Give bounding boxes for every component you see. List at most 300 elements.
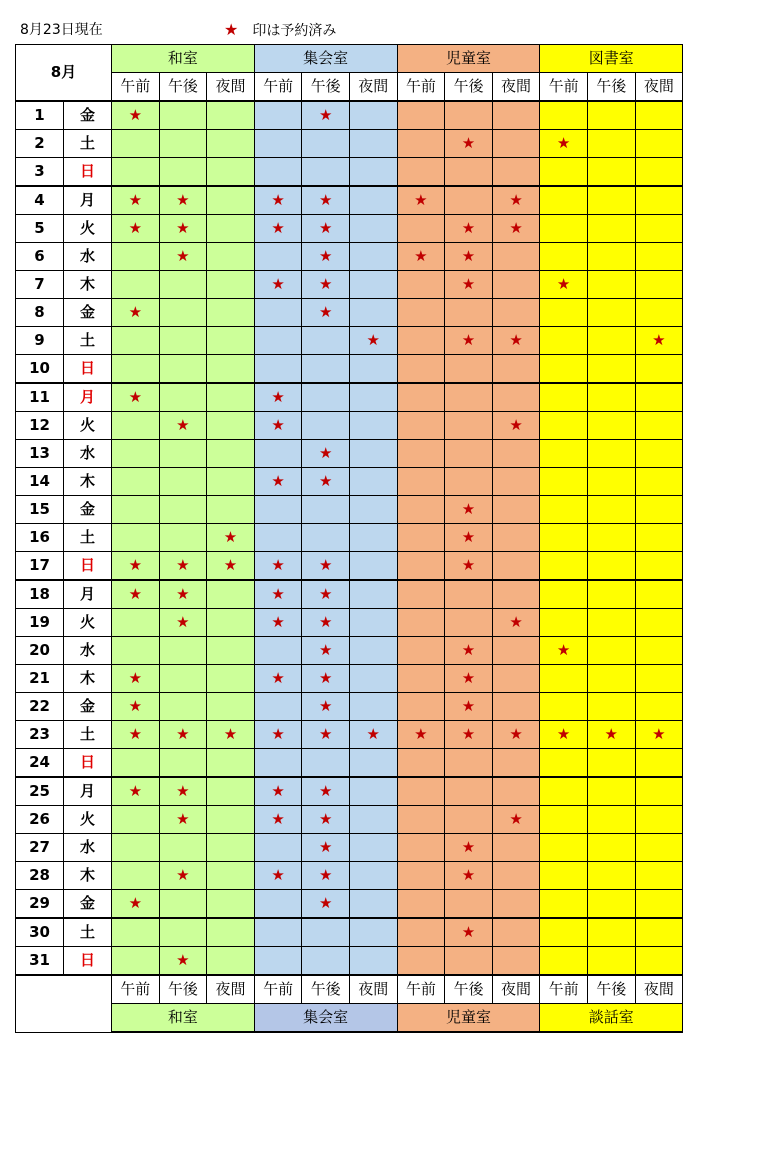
slot-cell-shukai: [254, 468, 302, 496]
slot-cell-shukai: [349, 383, 397, 412]
star-icon: ★: [509, 331, 523, 349]
slot-cell-shukai: [302, 749, 350, 778]
slot-cell-tosho: [540, 524, 588, 552]
slot-cell-tosho: [587, 271, 635, 299]
day-date: 5: [16, 215, 64, 243]
slot-cell-jido: [492, 918, 540, 947]
footer-slot-shukai-3: 夜間: [349, 975, 397, 1004]
day-weekday: 月: [64, 777, 112, 806]
slot-cell-washitsu: [112, 777, 160, 806]
day-row: [16, 130, 683, 158]
slot-cell-tosho: [540, 777, 588, 806]
slot-cell-jido: [445, 271, 493, 299]
star-icon: ★: [652, 725, 666, 743]
slot-cell-jido: [445, 918, 493, 947]
slot-cell-tosho: [540, 693, 588, 721]
slot-cell-washitsu: [159, 806, 207, 834]
day-date: 7: [16, 271, 64, 299]
day-date: 20: [16, 637, 64, 665]
day-date: 22: [16, 693, 64, 721]
slot-cell-shukai: [254, 101, 302, 130]
slot-cell-jido: [397, 355, 445, 384]
slot-cell-jido: [397, 130, 445, 158]
day-date: 15: [16, 496, 64, 524]
slot-cell-jido: [492, 468, 540, 496]
star-icon: ★: [271, 585, 285, 603]
slot-cell-shukai: [349, 271, 397, 299]
slot-cell-tosho: [587, 918, 635, 947]
slot-cell-shukai: [302, 637, 350, 665]
star-icon: ★: [318, 444, 333, 462]
slot-cell-shukai: [254, 243, 302, 271]
slot-cell-shukai: [254, 890, 302, 919]
slot-cell-washitsu: [112, 552, 160, 581]
slot-cell-tosho: [587, 580, 635, 609]
star-icon: ★: [652, 331, 666, 349]
slot-cell-washitsu: [207, 918, 255, 947]
star-icon: ★: [318, 219, 333, 237]
slot-header-shukai-1: 午前: [254, 73, 302, 102]
star-icon: ★: [318, 838, 333, 856]
day-weekday: 土: [64, 524, 112, 552]
slot-cell-jido: [445, 637, 493, 665]
star-icon: ★: [224, 20, 239, 39]
slot-cell-washitsu: [112, 524, 160, 552]
slot-cell-washitsu: [112, 749, 160, 778]
star-icon: ★: [461, 500, 476, 518]
star-icon: ★: [223, 556, 238, 574]
slot-cell-shukai: [302, 130, 350, 158]
day-date: 11: [16, 383, 64, 412]
star-icon: ★: [461, 528, 476, 546]
slot-cell-washitsu: [207, 468, 255, 496]
slot-cell-shukai: [302, 806, 350, 834]
slot-cell-jido: [445, 693, 493, 721]
slot-cell-shukai: [349, 862, 397, 890]
slot-cell-shukai: [254, 524, 302, 552]
slot-cell-jido: [397, 693, 445, 721]
slot-cell-jido: [492, 130, 540, 158]
slot-cell-tosho: [540, 721, 588, 749]
slot-cell-shukai: [254, 186, 302, 215]
slot-cell-washitsu: [207, 693, 255, 721]
slot-cell-jido: [492, 609, 540, 637]
slot-cell-tosho: [587, 721, 635, 749]
day-date: 14: [16, 468, 64, 496]
slot-header-shukai-2: 午後: [302, 73, 350, 102]
star-icon: ★: [461, 331, 476, 349]
slot-cell-shukai: [349, 101, 397, 130]
slot-cell-jido: [492, 440, 540, 468]
slot-cell-tosho: [540, 496, 588, 524]
slot-cell-tosho: [587, 834, 635, 862]
slot-cell-shukai: [254, 158, 302, 187]
star-icon: ★: [271, 472, 285, 490]
slot-cell-shukai: [254, 355, 302, 384]
slot-cell-jido: [492, 299, 540, 327]
slot-cell-jido: [492, 580, 540, 609]
legend-text: 印は予約済み: [252, 23, 337, 39]
slot-cell-jido: [397, 299, 445, 327]
slot-cell-tosho: [635, 665, 683, 693]
slot-cell-tosho: [587, 215, 635, 243]
star-icon: ★: [176, 866, 190, 884]
slot-cell-shukai: [302, 496, 350, 524]
slot-cell-tosho: [540, 383, 588, 412]
day-weekday: 木: [64, 271, 112, 299]
slot-cell-jido: [445, 721, 493, 749]
slot-cell-washitsu: [159, 271, 207, 299]
slot-cell-jido: [445, 580, 493, 609]
slot-cell-jido: [492, 158, 540, 187]
slot-cell-washitsu: [112, 665, 160, 693]
slot-cell-tosho: [587, 947, 635, 976]
day-date: 1: [16, 101, 64, 130]
day-weekday: 月: [64, 383, 112, 412]
slot-cell-tosho: [540, 355, 588, 384]
slot-cell-shukai: [302, 777, 350, 806]
slot-cell-shukai: [349, 834, 397, 862]
slot-cell-washitsu: [112, 721, 160, 749]
slot-cell-washitsu: [159, 355, 207, 384]
slot-cell-jido: [445, 468, 493, 496]
slot-cell-tosho: [635, 721, 683, 749]
day-row: [16, 862, 683, 890]
slot-cell-shukai: [349, 947, 397, 976]
slot-cell-jido: [397, 215, 445, 243]
slot-cell-tosho: [587, 496, 635, 524]
slot-cell-tosho: [635, 777, 683, 806]
slot-cell-washitsu: [112, 862, 160, 890]
slot-cell-jido: [445, 101, 493, 130]
day-row: [16, 580, 683, 609]
slot-cell-shukai: [254, 693, 302, 721]
star-icon: ★: [318, 613, 333, 631]
day-weekday: 土: [64, 130, 112, 158]
slot-cell-jido: [492, 412, 540, 440]
slot-cell-shukai: [254, 637, 302, 665]
slot-cell-jido: [445, 947, 493, 976]
slot-cell-tosho: [587, 355, 635, 384]
slot-cell-jido: [397, 496, 445, 524]
slot-cell-washitsu: [207, 299, 255, 327]
slot-cell-shukai: [254, 552, 302, 581]
slot-cell-jido: [397, 609, 445, 637]
star-icon: ★: [414, 725, 428, 743]
slot-cell-tosho: [635, 890, 683, 919]
slot-cell-tosho: [587, 130, 635, 158]
slot-cell-washitsu: [112, 215, 160, 243]
slot-cell-washitsu: [112, 243, 160, 271]
star-icon: ★: [318, 472, 333, 490]
footer-room-washitsu: 和室: [112, 1004, 255, 1033]
slot-cell-tosho: [587, 749, 635, 778]
slot-cell-tosho: [587, 862, 635, 890]
slot-cell-washitsu: [112, 609, 160, 637]
slot-cell-tosho: [635, 693, 683, 721]
slot-cell-washitsu: [159, 609, 207, 637]
slot-cell-shukai: [302, 609, 350, 637]
day-row: [16, 299, 683, 327]
booking-calendar: [15, 44, 683, 1033]
slot-cell-shukai: [302, 383, 350, 412]
slot-cell-tosho: [540, 862, 588, 890]
slot-cell-washitsu: [207, 327, 255, 355]
slot-cell-tosho: [635, 271, 683, 299]
day-row: [16, 609, 683, 637]
slot-cell-tosho: [540, 243, 588, 271]
star-icon: ★: [318, 247, 333, 265]
slot-cell-washitsu: [207, 749, 255, 778]
star-icon: ★: [318, 191, 333, 209]
slot-cell-washitsu: [159, 524, 207, 552]
slot-cell-shukai: [302, 412, 350, 440]
day-date: 12: [16, 412, 64, 440]
slot-cell-washitsu: [112, 637, 160, 665]
footer-room-danwa: 談話室: [540, 1004, 683, 1033]
day-row: [16, 524, 683, 552]
slot-header-row: [16, 73, 683, 102]
slot-cell-jido: [397, 158, 445, 187]
slot-cell-jido: [492, 215, 540, 243]
star-icon: ★: [318, 697, 333, 715]
day-row: [16, 440, 683, 468]
slot-header-shukai-3: 夜間: [349, 73, 397, 102]
footer-slot-row: [16, 975, 683, 1004]
day-date: 30: [16, 918, 64, 947]
slot-cell-shukai: [254, 777, 302, 806]
day-weekday: 木: [64, 468, 112, 496]
star-icon: ★: [318, 810, 333, 828]
star-icon: ★: [271, 191, 285, 209]
footer-room-jido: 児童室: [397, 1004, 540, 1033]
day-date: 31: [16, 947, 64, 976]
slot-cell-jido: [397, 721, 445, 749]
slot-cell-washitsu: [207, 271, 255, 299]
slot-cell-shukai: [302, 580, 350, 609]
slot-cell-tosho: [635, 468, 683, 496]
slot-cell-washitsu: [159, 947, 207, 976]
day-date: 6: [16, 243, 64, 271]
day-date: 25: [16, 777, 64, 806]
slot-cell-shukai: [302, 552, 350, 581]
slot-cell-jido: [445, 299, 493, 327]
slot-cell-washitsu: [112, 947, 160, 976]
as-of-date: 8月23日現在: [20, 22, 103, 38]
day-weekday: 土: [64, 918, 112, 947]
star-icon: ★: [176, 585, 190, 603]
slot-cell-tosho: [635, 158, 683, 187]
day-date: 26: [16, 806, 64, 834]
slot-cell-tosho: [540, 918, 588, 947]
slot-cell-tosho: [587, 552, 635, 581]
slot-cell-jido: [445, 524, 493, 552]
star-icon: ★: [176, 247, 190, 265]
footer-slot-jido-2: 午後: [445, 975, 493, 1004]
slot-cell-tosho: [540, 412, 588, 440]
star-icon: ★: [556, 275, 571, 293]
slot-cell-washitsu: [159, 101, 207, 130]
slot-header-jido-1: 午前: [397, 73, 445, 102]
slot-cell-tosho: [587, 777, 635, 806]
slot-cell-shukai: [254, 721, 302, 749]
slot-cell-jido: [492, 749, 540, 778]
slot-cell-tosho: [635, 186, 683, 215]
slot-cell-washitsu: [112, 186, 160, 215]
slot-cell-tosho: [635, 609, 683, 637]
slot-cell-washitsu: [112, 383, 160, 412]
slot-cell-washitsu: [112, 101, 160, 130]
slot-cell-washitsu: [159, 834, 207, 862]
slot-cell-jido: [445, 130, 493, 158]
day-row: [16, 947, 683, 976]
slot-cell-shukai: [349, 299, 397, 327]
day-date: 18: [16, 580, 64, 609]
slot-cell-shukai: [349, 918, 397, 947]
slot-cell-shukai: [254, 609, 302, 637]
slot-cell-jido: [445, 834, 493, 862]
slot-cell-shukai: [349, 609, 397, 637]
slot-cell-shukai: [254, 749, 302, 778]
slot-cell-washitsu: [112, 327, 160, 355]
slot-cell-jido: [445, 355, 493, 384]
slot-cell-jido: [492, 637, 540, 665]
slot-cell-tosho: [635, 862, 683, 890]
slot-cell-washitsu: [159, 243, 207, 271]
slot-cell-jido: [492, 665, 540, 693]
slot-cell-washitsu: [159, 777, 207, 806]
slot-cell-tosho: [540, 186, 588, 215]
slot-cell-shukai: [349, 158, 397, 187]
star-icon: ★: [604, 725, 618, 743]
slot-cell-tosho: [540, 440, 588, 468]
slot-cell-jido: [397, 468, 445, 496]
star-icon: ★: [271, 810, 285, 828]
slot-cell-washitsu: [112, 299, 160, 327]
star-icon: ★: [318, 894, 333, 912]
slot-cell-tosho: [587, 609, 635, 637]
slot-cell-tosho: [587, 806, 635, 834]
slot-cell-washitsu: [207, 383, 255, 412]
slot-cell-washitsu: [112, 130, 160, 158]
star-icon: ★: [176, 613, 190, 631]
star-icon: ★: [128, 782, 143, 800]
day-date: 29: [16, 890, 64, 919]
slot-cell-tosho: [540, 101, 588, 130]
star-icon: ★: [509, 810, 523, 828]
slot-cell-tosho: [540, 637, 588, 665]
star-icon: ★: [461, 697, 476, 715]
slot-cell-tosho: [587, 890, 635, 919]
slot-header-jido-3: 夜間: [492, 73, 540, 102]
slot-cell-washitsu: [207, 355, 255, 384]
slot-cell-washitsu: [159, 130, 207, 158]
star-icon: ★: [128, 303, 143, 321]
slot-cell-shukai: [302, 158, 350, 187]
slot-cell-shukai: [302, 834, 350, 862]
slot-cell-tosho: [635, 749, 683, 778]
day-row: [16, 721, 683, 749]
star-icon: ★: [461, 219, 476, 237]
day-weekday: 日: [64, 749, 112, 778]
footer-slot-tosho-1: 午前: [540, 975, 588, 1004]
star-icon: ★: [509, 191, 523, 209]
slot-cell-jido: [445, 777, 493, 806]
slot-cell-tosho: [635, 496, 683, 524]
slot-cell-shukai: [254, 271, 302, 299]
slot-cell-tosho: [635, 101, 683, 130]
day-weekday: 土: [64, 327, 112, 355]
slot-cell-jido: [397, 440, 445, 468]
star-icon: ★: [461, 556, 476, 574]
slot-cell-jido: [492, 327, 540, 355]
slot-cell-shukai: [302, 524, 350, 552]
slot-cell-shukai: [349, 496, 397, 524]
slot-cell-shukai: [254, 496, 302, 524]
day-weekday: 金: [64, 890, 112, 919]
slot-cell-washitsu: [207, 496, 255, 524]
slot-cell-jido: [492, 496, 540, 524]
day-row: [16, 637, 683, 665]
slot-header-tosho-2: 午後: [587, 73, 635, 102]
slot-cell-washitsu: [159, 299, 207, 327]
day-row: [16, 693, 683, 721]
slot-cell-jido: [397, 637, 445, 665]
slot-cell-tosho: [587, 243, 635, 271]
footer-slot-jido-3: 夜間: [492, 975, 540, 1004]
slot-cell-washitsu: [112, 158, 160, 187]
slot-cell-washitsu: [159, 440, 207, 468]
slot-cell-tosho: [540, 665, 588, 693]
day-row: [16, 158, 683, 187]
slot-cell-washitsu: [112, 834, 160, 862]
slot-cell-washitsu: [112, 806, 160, 834]
slot-cell-jido: [492, 947, 540, 976]
slot-cell-jido: [397, 665, 445, 693]
slot-cell-washitsu: [207, 609, 255, 637]
star-icon: ★: [318, 725, 333, 743]
slot-cell-shukai: [349, 637, 397, 665]
day-weekday: 日: [64, 158, 112, 187]
room-header-shukai: 集会室: [254, 45, 397, 73]
star-icon: ★: [461, 866, 476, 884]
slot-cell-washitsu: [207, 806, 255, 834]
day-weekday: 水: [64, 243, 112, 271]
slot-header-washitsu-2: 午後: [159, 73, 207, 102]
slot-cell-washitsu: [207, 552, 255, 581]
footer-room-shukai: 集会室: [254, 1004, 397, 1033]
slot-cell-jido: [492, 355, 540, 384]
slot-cell-shukai: [349, 806, 397, 834]
slot-cell-tosho: [635, 806, 683, 834]
day-weekday: 月: [64, 580, 112, 609]
star-icon: ★: [128, 585, 143, 603]
slot-cell-jido: [397, 243, 445, 271]
slot-cell-shukai: [302, 665, 350, 693]
slot-cell-jido: [445, 890, 493, 919]
day-date: 19: [16, 609, 64, 637]
footer-slot-shukai-1: 午前: [254, 975, 302, 1004]
slot-cell-shukai: [302, 327, 350, 355]
star-icon: ★: [271, 782, 285, 800]
day-date: 23: [16, 721, 64, 749]
slot-cell-jido: [492, 777, 540, 806]
day-weekday: 日: [64, 355, 112, 384]
slot-cell-shukai: [349, 412, 397, 440]
slot-cell-washitsu: [207, 637, 255, 665]
slot-cell-tosho: [587, 693, 635, 721]
star-icon: ★: [318, 275, 333, 293]
